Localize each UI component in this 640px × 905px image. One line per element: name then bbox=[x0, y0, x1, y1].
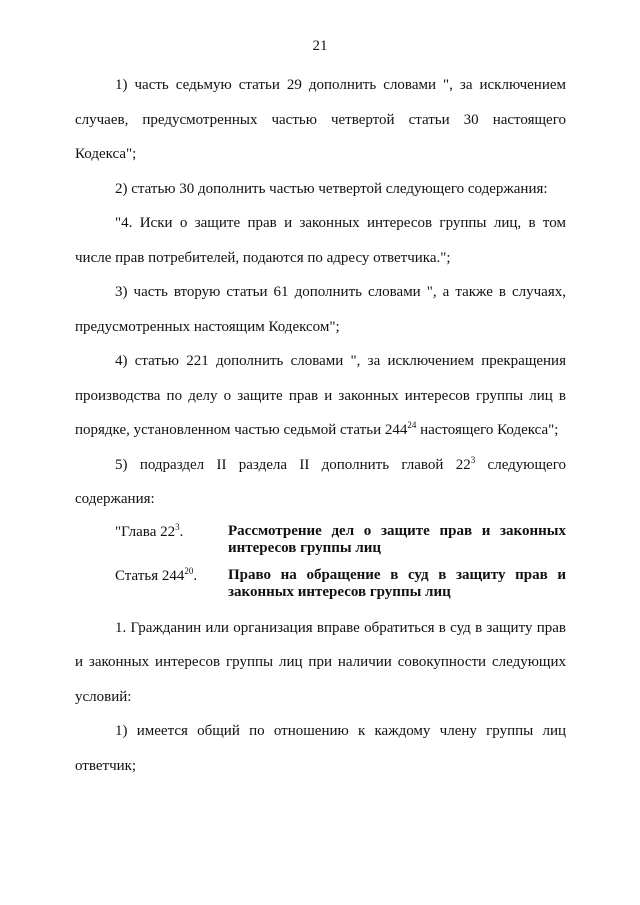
paragraph-amendment-1: 1) часть седьмую статьи 29 дополнить словами ", за исключением случаев, предусмотренных частью четвертой статьи 30 настоящего Кодекса"; bbox=[75, 77, 566, 162]
superscript: 3 bbox=[470, 454, 476, 465]
superscript: 20 bbox=[184, 565, 194, 576]
article-label-text: Статья 244 bbox=[115, 567, 185, 584]
chapter-title: Рассмотрение дел о защите прав и законных интересов группы лиц bbox=[228, 522, 566, 556]
paragraph-amendment-5 bbox=[75, 448, 566, 517]
chapter-label-text: "Глава 22 bbox=[115, 523, 176, 540]
paragraph-quoted-text: "4. Иски о защите прав и законных интересов группы лиц, в том числе прав потребителей, подаются по адресу ответчика."; bbox=[75, 215, 566, 266]
paragraph-amendment-3: 3) часть вторую статьи 61 дополнить словами ", а также в случаях, предусмотренных настоящим Кодексом"; bbox=[75, 284, 566, 335]
page-number: 21 bbox=[312, 38, 328, 54]
paragraph-text: 5) подраздел II раздела II дополнить главой 22 bbox=[115, 456, 471, 473]
superscript: 3 bbox=[175, 521, 180, 532]
paragraph-amendment-2: 2) статью 30 дополнить частью четвертой следующего содержания: bbox=[115, 180, 548, 197]
article-label bbox=[75, 567, 228, 585]
paragraph-text: настоящего Кодекса"; bbox=[416, 422, 559, 438]
chapter-heading bbox=[75, 523, 566, 557]
article-heading bbox=[75, 567, 566, 601]
article-title: Право на обращение в суд в защиту прав и законных интересов группы лиц bbox=[228, 566, 566, 600]
superscript: 24 bbox=[407, 420, 417, 430]
chapter-label-suffix: . bbox=[179, 523, 184, 540]
article-label-suffix: . bbox=[193, 567, 198, 584]
paragraph-text: 4) статью 221 дополнить словами ", за исключением прекращения производства по делу о защите прав и законных интересов группы лиц в порядке, установленном частью седьмой статьи 244 bbox=[75, 353, 566, 438]
chapter-label bbox=[75, 523, 228, 541]
paragraph-amendment-4 bbox=[75, 344, 566, 448]
document-body bbox=[75, 68, 566, 783]
paragraph-condition-1: 1) имеется общий по отношению к каждому члену группы лиц ответчик; bbox=[75, 723, 566, 774]
paragraph-text: следующего содержания: bbox=[75, 456, 566, 507]
paragraph-article-part-1: 1. Гражданин или организация вправе обратиться в суд в защиту прав и законных интересов группы лиц при наличии совокупности следующих условий: bbox=[75, 619, 566, 705]
